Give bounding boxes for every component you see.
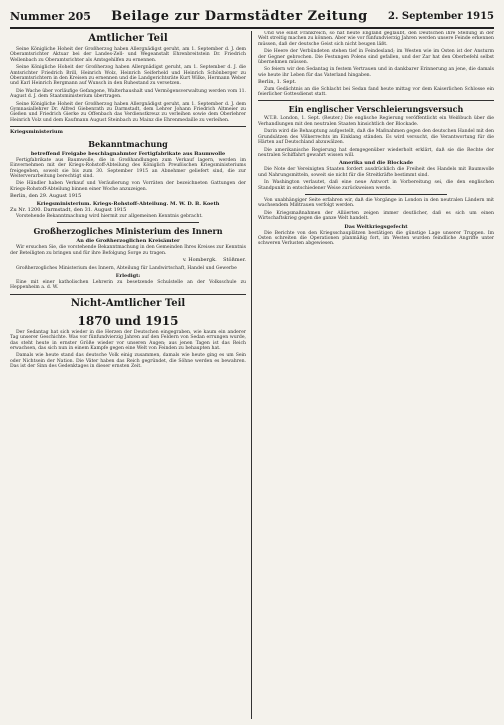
divider [305, 194, 447, 195]
article-paragraph: Die Berichte von den Kriegsschauplätzen bestätigen die günstige Lage unserer Truppen. Im Osten schreiten die Operationen planmäßig fort, im Westen wurden feindliche Angriffe unter schweren Verlusten abgewiesen. [258, 230, 494, 247]
ministry-paragraph: Wir ersuchen Sie, die vorstehende Bekanntmachung in den Gemeinden Ihres Kreises zur Kenntnis der Beteiligten zu bringen und für ihre Befolgung Sorge zu tragen. [10, 245, 246, 256]
right-column [258, 31, 494, 719]
ministry-subheading: An die Großherzoglichen Kreisämter [76, 238, 180, 245]
reference-line: Zu Nr. 1200. Darmstadt, den 31. August 1915 [10, 206, 127, 213]
article-paragraph: Der Sedantag hat sich wieder in die Herzen der Deutschen eingegraben, wie kaum ein anderer Tag unserer Geschichte. Was vor fünfundvierzig Jahren auf den Feldern von Sedan errungen wurde, das steht heute in ernster Größe wieder vor unseren Augen; aus jenen Tagen ist das Reich erwachsen, das sich nun in einem Kampfe gegen eine Welt von Feinden zu behaupten hat. [10, 329, 246, 351]
notice-paragraph: Fertigfabrikate aus Baumwolle, die in Großhandlungen zum Verkauf lagern, werden im Einvernehmen mit der Kriegs-Rohstoff-Abteilung des Königlich Preußischen Kriegsministeriums freigegeben, soweit sie bis zum 30. September 1915 an Abnehmer geliefert sind, die zur Weiterverarbeitung berechtigt sind. [10, 157, 246, 179]
article-subheading: Das Weltkriegsgefecht [344, 223, 408, 230]
masthead-rule [10, 27, 494, 29]
official-section-heading: Amtlicher Teil [88, 33, 168, 44]
article-dateline: Berlin, 1. Sept. [258, 79, 297, 86]
ministry-heading: Großherzogliches Ministerium des Innern [33, 226, 223, 237]
article-paragraph: Und wie einst Frankreich, so hat heute England geglaubt, den Deutschen ihre Stellung in der Welt streitig machen zu können. Aber wie vor fünfundvierzig Jahren werden unsere Feinde erkennen müssen, daß der deutsche Geist sich nicht beugen läßt. [258, 31, 494, 47]
divider [258, 100, 494, 101]
article-paragraph: Die Heere der Verbündeten stehen tief in Feindesland; im Westen wie im Osten ist der Ansturm der Gegner gebrochen. Die Festungen Polens sind gefallen, und der Zar hat den Oberbefehl selbst übernehmen müssen. [258, 49, 494, 66]
nonofficial-section-heading: Nicht-Amtlicher Teil [70, 297, 186, 309]
notice-subheading: betreffend Freigabe beschlagnahmter Fertigfabrikate aus Baumwolle [30, 150, 226, 157]
left-column [10, 31, 246, 719]
article-subheading: Amerika und die Blockade [338, 160, 414, 167]
notice-heading: Bekanntmachung [88, 138, 168, 149]
done-text: Eine mit einer katholischen Lehrerin zu besetzende Schulstelle an der Volksschule zu Heppenheim a. d. W. [10, 279, 246, 291]
article-paragraph: Zum Gedächtnis an die Schlacht bei Sedan fand heute mittag vor dem Kaiserlichen Schlosse ein feierlicher Gottesdienst statt. [258, 86, 494, 98]
war-ministry-kicker: Kriegsministerium [10, 129, 63, 136]
notice-place-date: Berlin, den 29. August 1915 [10, 193, 82, 200]
notice-paragraph: Die Händler haben Verkauf und Veräußerung von Vorräten der bezeichneten Gattungen der Kriegs-Rohstoff-Abteilung binnen einer Woche anzuzeigen. [10, 181, 246, 192]
article-paragraph: Von unabhängiger Seite erfahren wir, daß die Vorgänge in London in den neutralen Ländern mit wachsendem Mißtrauen verfolgt werden. [258, 197, 494, 209]
issue-date: 2. September 1915 [387, 10, 494, 22]
article-paragraph: Die Note der Vereinigten Staaten fordert ausdrücklich die Freiheit des Handels mit Baumwolle und Nahrungsmitteln, soweit sie nicht für die Streitkräfte bestimmt sind. [258, 167, 494, 178]
article-headline: Ein englischer Verschleierungsversuch [288, 104, 464, 115]
article-lead: W.T.B. London, 1. Sept. (Reuter.) Die englische Regierung veröffentlicht ein Weißbuch über die Verhandlungen mit den neutralen Staaten hinsichtlich der Blockade. [258, 116, 494, 127]
ministry-signature-name-2: Stößmer. [223, 257, 246, 264]
article-paragraph: So feiern wir den Sedantag in festem Vertrauen und in dankbarer Erinnerung an jene, die damals wie heute ihr Leben für das Vaterland hingaben. [258, 67, 494, 78]
issue-number: Nummer 205 [10, 9, 91, 23]
reference-text: Vorstehende Bekanntmachung wird hiermit zur allgemeinen Kenntnis gebracht. [16, 213, 203, 219]
article-paragraph: Darin wird die Behauptung aufgestellt, daß die Maßnahmen gegen den deutschen Handel mit den Grundsätzen des Völkerrechts im Einklang ständen. Es wird versucht, die Verantwortung für die Härten auf Deutschland abzuwälzen. [258, 129, 494, 146]
ministry-signature [10, 258, 246, 263]
article-paragraph: In Washington verlautet, daß eine neue Antwort in Vorbereitung sei, die den englischen Standpunkt in entschiedener Weise zurückweisen werde. [258, 180, 494, 191]
newspaper-title: Beilage zur Darmstädter Zeitung [111, 8, 368, 24]
done-heading: Erledigt: [115, 272, 141, 279]
ministry-signature-name: v. Hombergk. [182, 257, 217, 264]
article-headline: 1870 und 1915 [77, 313, 179, 328]
article-paragraph: Die Kriegsmaßnahmen der Alliierten zeigen immer deutlicher, daß es sich um einen Wirtschaftskrieg gegen die ganze Welt handelt. [258, 210, 494, 222]
divider [10, 294, 246, 295]
article-paragraph: Die amerikanische Regierung hat demgegenüber wiederholt erklärt, daß sie die Rechte der neutralen Schiffahrt gewahrt wissen will. [258, 147, 494, 158]
official-paragraph: Seine Königliche Hoheit der Großherzog haben Allergnädigst geruht, am 1. September d. J. dem Oberamtsrichter Aktuar bei der Landes-Zell- und Wegeanstalt Ehrenbreitstein Dr. Friedrich Wellenbach zu Oberamtsrichter als Amtsgehilfen zu ernennen. [10, 47, 246, 63]
official-paragraph: Die Wache über vorläufige Gefangene, Walterhaushalt und Vermögensverwaltung werden vom 11. August d. J. dem Staatsministerium übertragen. [10, 88, 246, 100]
article-paragraph: Damals wie heute stand das deutsche Volk einig zusammen, damals wie heute ging es um Sein oder Nichtsein der Nation. Die Väter haben das Reich gegründet, die Söhne werden es bewahren. Das ist der Sinn des Gedenktages in dieser ernsten Zeit. [10, 353, 246, 370]
masthead [10, 6, 494, 26]
divider [10, 126, 246, 127]
notice-signature: Kriegsministerium. Kriegs-Rohstoff-Abteilung. M. W. D. B. Koeth [36, 200, 220, 207]
official-paragraph: Seine Königliche Hoheit der Großherzog haben Allergnädigst geruht, am 1. September d. J. dem Gymnasiallehrer Dr. Alfred Giebenrath zu Darmstadt, dem Lehrer Johann Friedrich Altmeier zu Gießen und Friedrich Gierke zu Offenbach das Verdienstkreuz zu verleihen sowie dem Oberlehrer Heinrich Volz und dem Kaufmann August Steinbach zu Mainz die Ehrenmedaille zu verleihen. [10, 101, 246, 123]
ministry-note: Großherzogliches Ministerium des Innern, Abteilung für Landwirtschaft, Handel und Gewerbe [16, 265, 237, 271]
column-divider [251, 31, 252, 719]
divider [57, 222, 199, 223]
official-paragraph: Seine Königliche Hoheit der Großherzog haben Allergnädigst geruht, am 1. September d. J. die Amtsrichter Friedrich Brill, Heinrich Wolz, Heinrich Seiferheld und Heinrich Schönberger zu Oberamtsrichtern in den Kreisen zu ernennen und die Landgerichtsräte Kurt Wilke, Hermann Weber und Karl Heinrich Bergmann auf Wunsch in den Ruhestand zu versetzen. [10, 65, 246, 87]
